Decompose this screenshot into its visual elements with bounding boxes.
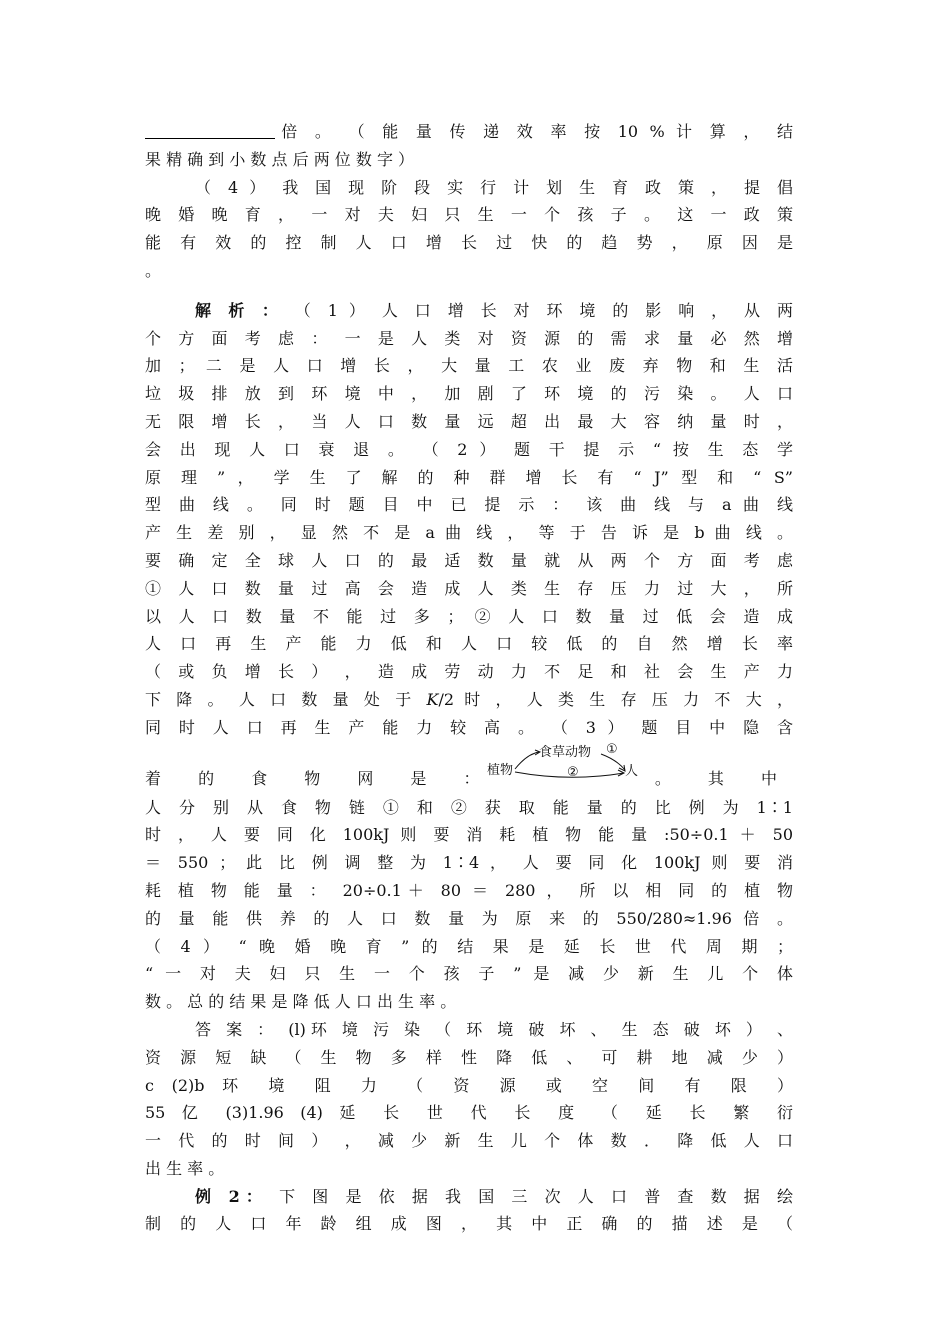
answer-blank [145,120,275,139]
text-line: 个 方 面 考 虑 ： 一 是 人 类 对 资 源 的 需 求 量 必 然 增 [145,328,793,348]
text-line: 倍 。 （ 能 量 传 递 效 率 按 10 % 计 算 ， 结 [145,118,793,146]
food-web-diagram [485,742,645,784]
food-web-line: 着 的 食 物 网 是 ： 植物 食草动物 ① ② 人 。 其 中 [145,741,793,788]
text-line: 数 。 总 的 结 果 是 降 低 人 口 出 生 率 。 [145,992,457,1012]
text-line: 人 口 再 生 产 能 力 低 和 人 口 较 低 的 自 然 增 长 率 [145,634,793,654]
food-web-plant: 植物 [487,762,514,778]
text-line: 垃 圾 排 放 到 环 境 中 ， 加 剧 了 环 境 的 污 染 。 人 口 [145,384,793,404]
text-line: （ 4 ） “ 晚 婚 晚 育 ” 的 结 果 是 延 长 世 代 周 期 ； [145,936,793,956]
text-line: “ 一 对 夫 妇 只 生 一 个 孩 子 ” 是 减 少 新 生 儿 个 体 [145,964,793,984]
text-line: （ 4 ） 我 国 现 阶 段 实 行 计 划 生 育 政 策 ， 提 倡 [195,177,793,197]
text-line: （ 或 负 增 长 ） ， 造 成 劳 动 力 不 足 和 社 会 生 产 力 [145,662,793,682]
example-label: 例 2： [195,1186,268,1206]
text-line: 人 分 别 从 食 物 链 ① 和 ② 获 取 能 量 的 比 例 为 1∶1 [145,797,793,817]
text-line: 的 量 能 供 养 的 人 口 数 量 为 原 来 的 550/280≈1.96 倍 。 [145,908,793,928]
text-line: 资 源 短 缺 （ 生 物 多 样 性 降 低 、 可 耕 地 减 少 ） [145,1047,793,1067]
analysis-line: 解 析 ： （ 1 ） 人 口 增 长 对 环 境 的 影 响 ， 从 两 [195,300,793,320]
text-line: 制 的 人 口 年 龄 组 成 图 ， 其 中 正 确 的 描 述 是 （ [145,1214,793,1234]
example-line: 例 2： 下 图 是 依 据 我 国 三 次 人 口 普 查 数 据 绘 [195,1186,793,1206]
text-line: 要 确 定 全 球 人 口 的 最 适 数 量 就 从 两 个 方 面 考 虑 [145,550,793,570]
text-line: c (2)b 环 境 阻 力 （ 资 源 或 空 间 有 限 ） [145,1075,793,1095]
text-line: 一 代 的 时 间 ） ， 减 少 新 生 儿 个 体 数 ． 降 低 人 口 [145,1131,793,1151]
text-line: 原 理 ” ， 学 生 了 解 的 种 群 增 长 有 “ J” 型 和 “ S” [145,467,793,487]
text-line: ＝ 550 ； 此 比 例 调 整 为 1∶4 ， 人 要 同 化 100kJ 则 要 消 [145,853,793,873]
text-line: 无 限 增 长 ， 当 人 口 数 量 远 超 出 最 大 容 纳 量 时 ， [145,411,793,431]
arrow-head-icon [619,765,625,771]
text-line: 果 精 确 到 小 数 点 后 两 位 数 字 ） [145,149,415,169]
text-line: 会 出 现 人 口 衰 退 。 （ 2 ） 题 干 提 示 “ 按 生 态 学 [145,439,793,459]
text-line: 晚 婚 晚 育 ， 一 对 夫 妇 只 生 一 个 孩 子 。 这 一 政 策 [145,205,793,225]
food-web-herbivore: 食草动物 [539,744,592,760]
text-line: 能 有 效 的 控 制 人 口 增 长 过 快 的 趋 势 ， 原 因 是 [145,233,793,253]
food-web-chain1: ① [606,741,618,757]
text-line: ① 人 口 数 量 过 高 会 造 成 人 类 生 存 压 力 过 大 ， 所 [145,578,793,598]
text-line: 下 降 。 人 口 数 量 处 于 K/2 时 ， 人 类 生 存 压 力 不 大 ， [145,689,793,709]
text-line: 同 时 人 口 再 生 产 能 力 较 高 。 （ 3 ） 题 目 中 隐 含 [145,717,793,737]
document-body [145,118,793,1238]
text-line: 产 生 差 别 ， 显 然 不 是 a 曲 线 ， 等 于 告 诉 是 b 曲 线 。 [145,523,793,543]
text-line: 以 人 口 数 量 不 能 过 多 ； ② 人 口 数 量 过 低 会 造 成 [145,606,793,626]
text-line: 答 案 ： (l)环 境 污 染 （ 环 境 破 坏 、 生 态 破 坏 ） 、 [195,1019,793,1039]
food-web-human: 人 [625,763,639,779]
text-line: 。 [145,260,162,280]
text-line: 耗 植 物 能 量 ： 20÷0.1＋ 80 ＝ 280 ， 所 以 相 同 的 植 物 [145,880,793,900]
food-web-chain2: ② [567,764,579,780]
text-line: 出 生 率 。 [145,1158,225,1178]
text-line: 时 ， 人 要 同 化 100kJ 则 要 消 耗 植 物 能 量 :50÷0.1 ＋ 50 [145,825,793,845]
text-line: 55 亿 (3)1.96 (4) 延 长 世 代 长 度 （ 延 长 繁 衍 [145,1103,793,1123]
text-line: 型 曲 线 。 同 时 题 目 中 已 提 示 ： 该 曲 线 与 a 曲 线 [145,495,793,515]
text-line: 加 ； 二 是 人 口 增 长 ， 大 量 工 农 业 废 弃 物 和 生 活 [145,356,793,376]
analysis-label: 解 析 ： [195,300,284,320]
